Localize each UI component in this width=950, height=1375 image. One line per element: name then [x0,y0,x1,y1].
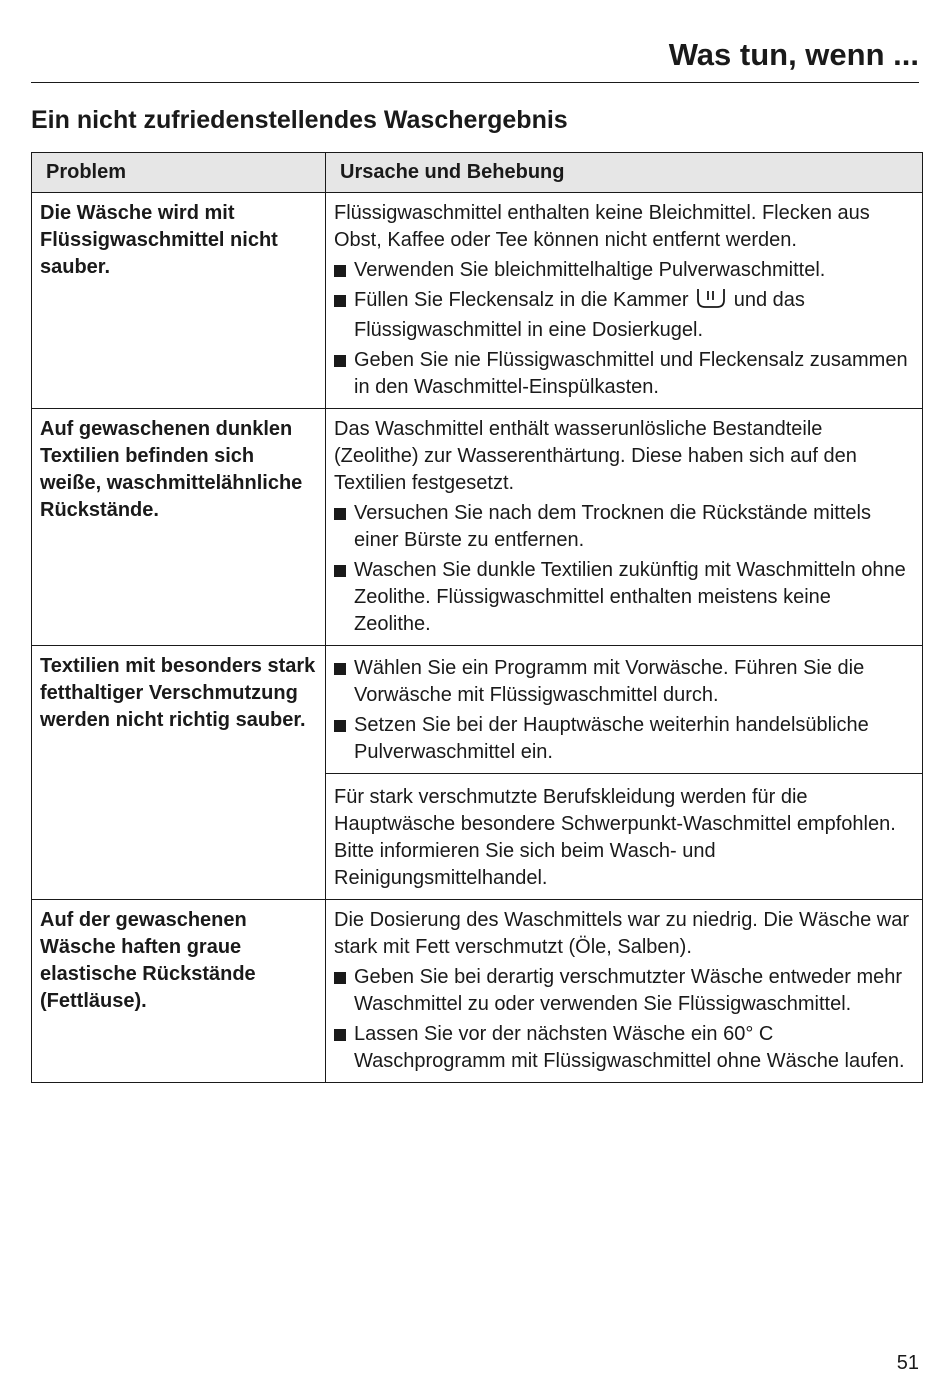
remedy-item [334,347,912,401]
problem-cell: Auf der gewaschenen Wäsche haften graue elastische Rückstände (Fettläuse). [32,900,326,1083]
remedy-item [334,557,912,638]
remedy-text: Geben Sie bei derartig verschmutzter Wäsche entweder mehr Waschmittel zu oder verwenden Sie Flüssigwaschmittel. [354,966,903,1015]
cause-text: Das Waschmittel enthält wasserunlösliche Bestandteile (Zeolithe) zur Wasserenthärtung. Diese haben sich auf den Textilien festgesetzt. [334,418,857,494]
remedy-item [334,257,912,284]
square-bullet-icon [334,508,346,520]
table-row [32,900,923,1083]
remedy-text-after-icon: und das Flüssigwaschmittel in eine Dosierkugel. [354,289,805,341]
column-header-problem: Problem [32,153,326,193]
cause-cell [326,193,923,409]
section-title: Ein nicht zufriedenstellendes Waschergebnis [31,106,568,134]
problem-cell: Auf gewaschenen dunklen Textilien befinden sich weiße, waschmittelähnliche Rückstände. [32,409,326,646]
square-bullet-icon [334,1029,346,1041]
remedy-text-before-icon: Füllen Sie Fleckensalz in die Kammer [354,289,689,311]
column-header-cause: Ursache und Behebung [326,153,923,193]
remedy-list [334,500,912,638]
remedy-text: Versuchen Sie nach dem Trocknen die Rückstände mittels einer Bürste zu entfernen. [354,502,871,551]
table-row [32,193,923,409]
cause-text: Für stark verschmutzte Berufskleidung werden für die Hauptwäsche besondere Schwerpunkt-Waschmittel empfohlen. Bitte informieren Sie sich beim Wasch- und Reinigungsmittelhandel. [334,786,896,889]
square-bullet-icon [334,720,346,732]
compartment-II-icon [696,287,726,317]
cause-text: Flüssigwaschmittel enthalten keine Bleichmittel. Flecken aus Obst, Kaffee oder Tee können nicht entfernt werden. [334,202,870,251]
table-header-row [32,153,923,193]
remedy-item [334,500,912,554]
problem-cell: Die Wäsche wird mit Flüssigwaschmittel nicht sauber. [32,193,326,409]
remedy-text: Verwenden Sie bleichmittelhaltige Pulverwaschmittel. [354,259,826,281]
table-row [32,646,923,774]
remedy-text: Wählen Sie ein Programm mit Vorwäsche. Führen Sie die Vorwäsche mit Flüssigwaschmittel durch. [354,657,865,706]
remedy-text: Geben Sie nie Flüssigwaschmittel und Fleckensalz zusammen in den Waschmittel-Einspülkasten. [354,349,908,398]
square-bullet-icon [334,265,346,277]
remedy-text: Waschen Sie dunkle Textilien zukünftig mit Waschmitteln ohne Zeolithe. Flüssigwaschmittel enthalten meistens keine Zeolithe. [354,559,906,635]
remedy-list [334,655,912,766]
remedy-item [334,1021,912,1075]
remedy-item [334,655,912,709]
remedy-text: Setzen Sie bei der Hauptwäsche weiterhin handelsübliche Pulverwaschmittel ein. [354,714,869,763]
problem-cell: Textilien mit besonders stark fetthaltiger Verschmutzung werden nicht richtig sauber. [32,646,326,900]
page-header-title: Was tun, wenn ... [668,37,919,72]
troubleshooting-table [31,152,923,1083]
cause-cell [326,900,923,1083]
cause-cell [326,774,923,900]
square-bullet-icon [334,295,346,307]
square-bullet-icon [334,355,346,367]
remedy-item [334,712,912,766]
table-row [32,409,923,646]
remedy-list [334,257,912,401]
cause-cell [326,646,923,774]
cause-cell [326,409,923,646]
square-bullet-icon [334,663,346,675]
remedy-text: Lassen Sie vor der nächsten Wäsche ein 60° C Waschprogramm mit Flüssigwaschmittel ohne Wäsche laufen. [354,1023,905,1072]
square-bullet-icon [334,565,346,577]
cause-text: Die Dosierung des Waschmittels war zu niedrig. Die Wäsche war stark mit Fett verschmutzt (Öle, Salben). [334,909,910,958]
remedy-item [334,287,912,344]
remedy-list [334,964,912,1075]
page-header [31,36,919,83]
page-number: 51 [896,1352,919,1374]
remedy-item [334,964,912,1018]
square-bullet-icon [334,972,346,984]
